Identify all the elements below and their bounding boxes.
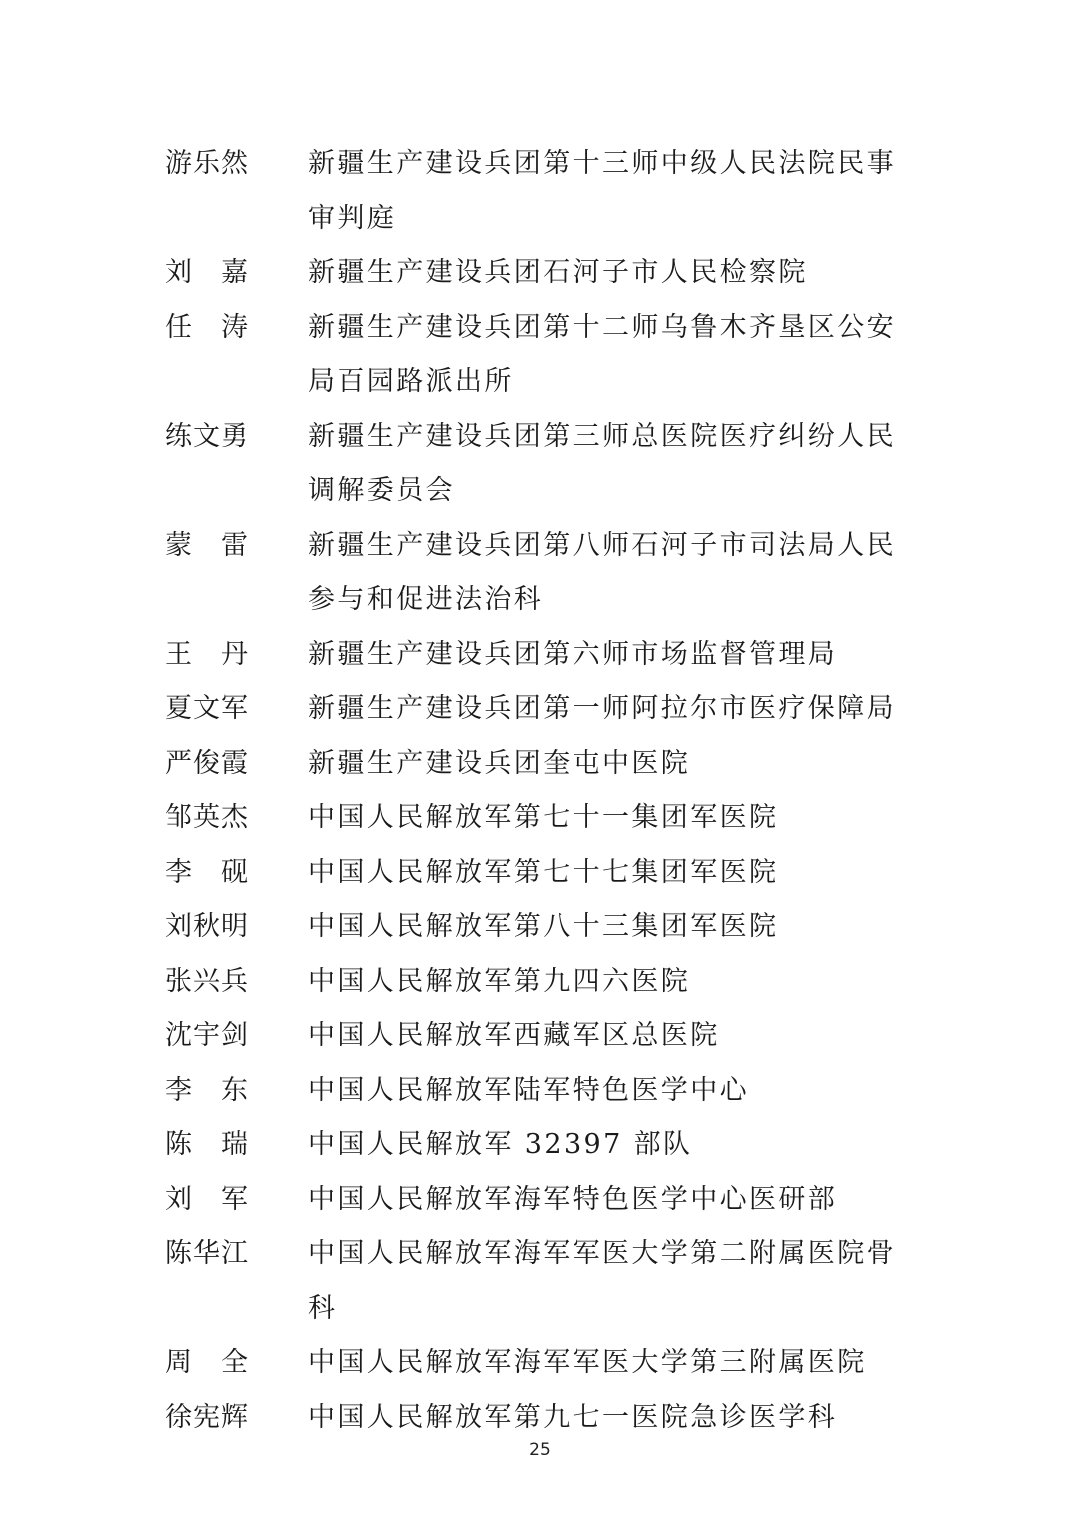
person-name: 夏文军 — [165, 693, 249, 724]
list-item — [0, 791, 1080, 846]
list-item — [0, 301, 1080, 410]
list-item — [0, 846, 1080, 901]
organization: 新疆生产建设兵团第一师阿拉尔市医疗保障局 — [308, 693, 896, 724]
list-item — [0, 519, 1080, 628]
person-name: 李 东 — [165, 1074, 249, 1106]
list-item — [0, 682, 1080, 737]
list-item — [0, 1064, 1080, 1119]
list-item — [0, 1173, 1080, 1228]
person-name: 沈宇剑 — [165, 1020, 249, 1051]
organization: 新疆生产建设兵团第十二师乌鲁木齐垦区公安局百园路派出所 — [308, 311, 896, 397]
person-name: 周 全 — [165, 1347, 249, 1378]
organization: 新疆生产建设兵团第十三师中级人民法院民事审判庭 — [308, 148, 896, 234]
list-item — [0, 1336, 1080, 1391]
person-name: 李 砚 — [165, 856, 249, 888]
organization: 中国人民解放军第九七一医院急诊医学科 — [308, 1401, 838, 1433]
organization: 新疆生产建设兵团第六师市场监督管理局 — [308, 638, 838, 670]
organization: 中国人民解放军第九四六医院 — [308, 965, 691, 997]
person-name: 陈华江 — [165, 1238, 249, 1269]
page-number: 25 — [529, 1440, 551, 1460]
list-item — [0, 1391, 1080, 1446]
list-item — [0, 137, 1080, 246]
list-item — [0, 737, 1080, 792]
organization: 新疆生产建设兵团第三师总医院医疗纠纷人民调解委员会 — [308, 420, 896, 506]
person-name: 蒙 雷 — [165, 529, 249, 561]
organization: 中国人民解放军第七十七集团军医院 — [308, 856, 779, 888]
person-name: 邹英杰 — [165, 802, 249, 833]
person-name: 刘 嘉 — [165, 257, 249, 288]
organization: 中国人民解放军海军军医大学第三附属医院 — [308, 1347, 867, 1378]
person-name: 王 丹 — [165, 638, 249, 670]
list-item — [0, 1118, 1080, 1173]
list-item — [0, 900, 1080, 955]
organization: 新疆生产建设兵团奎屯中医院 — [308, 747, 691, 779]
list-item — [0, 955, 1080, 1010]
organization: 新疆生产建设兵团石河子市人民检察院 — [308, 257, 808, 288]
person-name: 任 涛 — [165, 311, 249, 343]
organization: 中国人民解放军海军特色医学中心医研部 — [308, 1183, 838, 1215]
organization: 中国人民解放军 32397 部队 — [308, 1129, 693, 1160]
person-name: 陈 瑞 — [165, 1129, 249, 1160]
list-item — [0, 628, 1080, 683]
organization: 中国人民解放军第七十一集团军医院 — [308, 802, 779, 833]
organization: 中国人民解放军陆军特色医学中心 — [308, 1074, 749, 1106]
list-item — [0, 410, 1080, 519]
organization: 新疆生产建设兵团第八师石河子市司法局人民参与和促进法治科 — [308, 529, 896, 615]
person-name: 游乐然 — [165, 148, 249, 179]
organization: 中国人民解放军第八十三集团军医院 — [308, 911, 779, 942]
person-name: 刘秋明 — [165, 911, 249, 942]
organization: 中国人民解放军西藏军区总医院 — [308, 1020, 720, 1051]
name-list — [0, 137, 1080, 1445]
person-name: 刘 军 — [165, 1183, 249, 1215]
organization: 中国人民解放军海军军医大学第二附属医院骨科 — [308, 1238, 896, 1324]
person-name: 徐宪辉 — [165, 1401, 249, 1433]
list-item — [0, 1227, 1080, 1336]
person-name: 严俊霞 — [165, 747, 249, 779]
person-name: 练文勇 — [165, 420, 249, 452]
person-name: 张兴兵 — [165, 965, 249, 997]
list-item — [0, 246, 1080, 301]
list-item — [0, 1009, 1080, 1064]
